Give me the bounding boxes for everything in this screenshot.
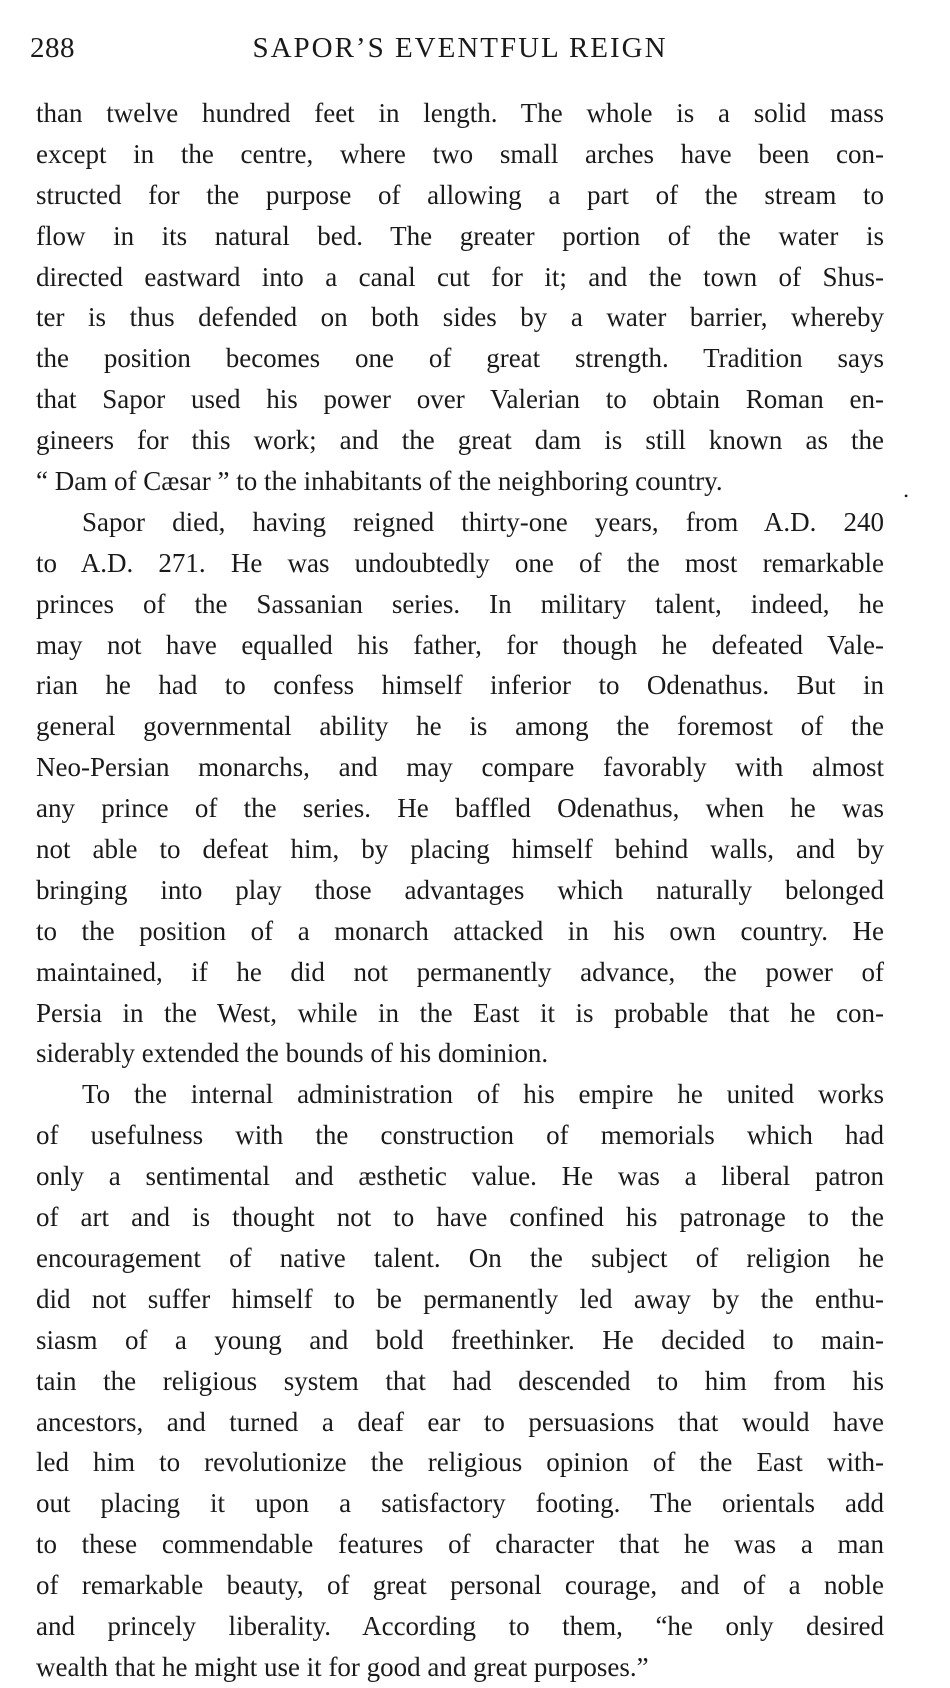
text-line: of remarkable beauty, of great personal courage, and of a noble [36,1570,884,1601]
text-line: out placing it upon a satisfactory footing. The orientals add [36,1488,884,1519]
text-line: tain the religious system that had descended to him from his [36,1365,884,1396]
text-line: did not suffer himself to be permanently led away by the enthu- [36,1283,884,1314]
text-line: general governmental ability he is among the foremost of the [36,711,884,742]
text-line: the position becomes one of great strength. Tradition says [36,343,884,374]
text-line: Persia in the West, while in the East it is probable that he con- [36,997,884,1028]
paragraph-first-line: To the internal administration of his empire he united works [82,1079,884,1110]
text-line: not able to defeat him, by placing himself behind walls, and by [36,834,884,865]
text-line: that Sapor used his power over Valerian to obtain Roman en- [36,384,884,415]
text-line: led him to revolutionize the religious opinion of the East with- [36,1447,884,1478]
margin-dot-mark: • [904,489,909,503]
text-line: “ Dam of Cæsar ” to the inhabitants of the neighboring country. [36,466,723,497]
running-head: SAPOR’S EVENTFUL REIGN [252,32,668,64]
text-line: any prince of the series. He baffled Odenathus, when he was [36,793,884,824]
text-line: rian he had to confess himself inferior to Odenathus. But in [36,670,884,701]
body-text [36,93,884,1688]
text-line: siderably extended the bounds of his dominion. [36,1038,549,1069]
paragraph-first-line: Sapor died, having reigned thirty-one years, from A.D. 240 [82,506,884,537]
text-line: siasm of a young and bold freethinker. He decided to main- [36,1324,884,1355]
text-line: gineers for this work; and the great dam is still known as the [36,425,884,456]
text-line: except in the centre, where two small arches have been con- [36,138,884,169]
text-line: structed for the purpose of allowing a part of the stream to [36,179,884,210]
text-line: ancestors, and turned a deaf ear to persuasions that would have [36,1406,884,1437]
text-line: of usefulness with the construction of memorials which had [36,1120,884,1151]
text-line: flow in its natural bed. The greater portion of the water is [36,220,884,251]
text-line: princes of the Sassanian series. In military talent, indeed, he [36,588,884,619]
text-line: ter is thus defended on both sides by a water barrier, whereby [36,302,884,333]
page-header [30,26,890,76]
text-line: Neo-Persian monarchs, and may compare favorably with almost [36,752,884,783]
text-line: may not have equalled his father, for though he defeated Vale- [36,629,884,660]
text-line: maintained, if he did not permanently advance, the power of [36,956,884,987]
page-number: 288 [30,32,75,64]
text-line: directed eastward into a canal cut for it; and the town of Shus- [36,261,884,292]
text-line: bringing into play those advantages which naturally belonged [36,874,884,905]
text-line: than twelve hundred feet in length. The whole is a solid mass [36,98,884,128]
text-line: wealth that he might use it for good and great purposes.” [36,1651,649,1682]
text-line: encouragement of native talent. On the subject of religion he [36,1242,884,1273]
text-line: to A.D. 271. He was undoubtedly one of the most remarkable [36,547,884,578]
text-line: to these commendable features of character that he was a man [36,1529,884,1560]
text-line: to the position of a monarch attacked in his own country. He [36,915,884,946]
text-line: of art and is thought not to have confined his patronage to the [36,1202,884,1233]
text-line: only a sentimental and æsthetic value. He was a liberal patron [36,1161,884,1192]
text-line: and princely liberality. According to them, “he only desired [36,1610,884,1641]
